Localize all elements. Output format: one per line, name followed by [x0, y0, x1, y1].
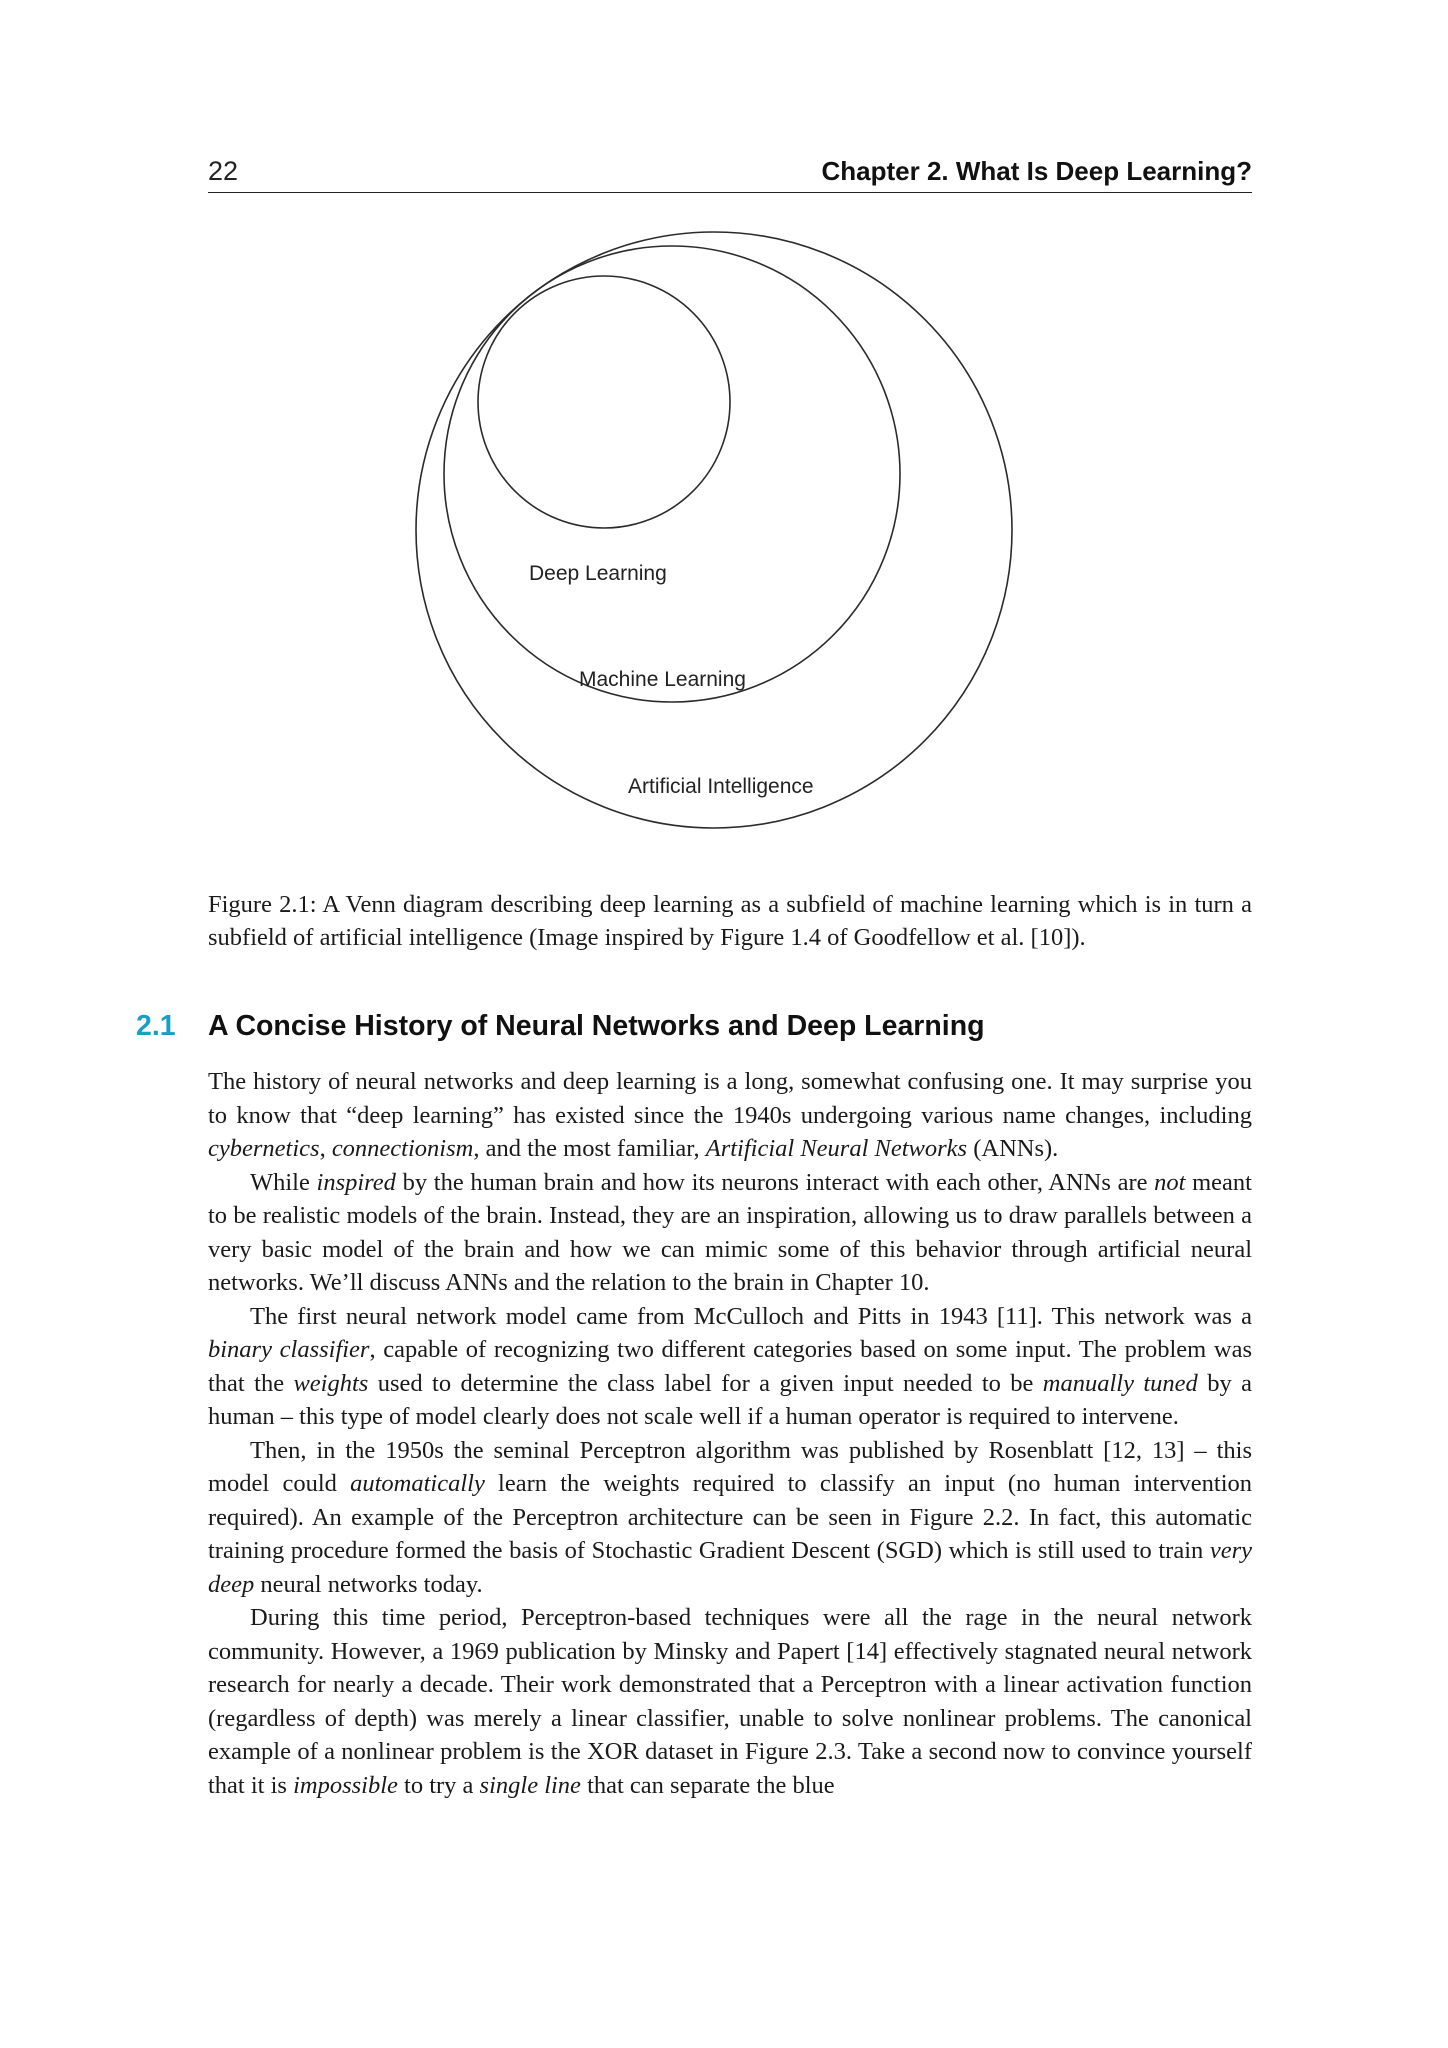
- paragraph: Then, in the 1950s the seminal Perceptron algorithm was published by Rosenblatt [12, 13] – this model could automatically learn the weights required to classify an input (no human intervention required). An example of the Perceptron architecture can be seen in Figure 2.2. In fact, this automatic training procedure formed the basis of Stochastic Gradient Descent (SGD) which is still used to train very deep neural networks today.: [208, 1436, 1252, 1598]
- page-number: 22: [208, 156, 239, 186]
- running-header: [208, 152, 1252, 193]
- paragraph: During this time period, Perceptron-based techniques were all the rage in the neural network community. However, a 1969 publication by Minsky and Papert [14] effectively stagnated neural network research for nearly a decade. Their work demonstrated that a Perceptron with a linear activation function (regardless of depth) was merely a linear classifier, unable to solve nonlinear problems. The canonical example of a nonlinear problem is the XOR dataset in Figure 2.3. Take a second now to convince yourself that it is impossible to try a single line that can separate the blue: [208, 1604, 1252, 1799]
- section-title: A Concise History of Neural Networks and Deep Learning: [208, 1010, 985, 1042]
- body-text: [208, 1065, 1252, 1802]
- venn-diagram: [408, 220, 1020, 840]
- section-heading: [136, 1010, 1256, 1043]
- paragraph: The history of neural networks and deep learning is a long, somewhat confusing one. It may surprise you to know that “deep learning” has existed since the 1940s undergoing various name changes, including cybernetics, connectionism, and the most familiar, Artificial Neural Networks (ANNs).: [208, 1068, 1252, 1162]
- dl-circle: [478, 276, 730, 528]
- ai-circle: [416, 232, 1012, 828]
- artificial-intelligence-label: Artificial Intelligence: [628, 775, 814, 798]
- paragraph: While inspired by the human brain and how its neurons interact with each other, ANNs are not meant to be realistic models of the brain. Instead, they are an inspiration, allowing us to draw parallels between a very basic model of the brain and how we can mimic some of this behavior through artificial neural networks. We’ll discuss ANNs and the relation to the brain in Chapter 10.: [208, 1168, 1252, 1296]
- deep-learning-label: Deep Learning: [529, 562, 667, 585]
- machine-learning-label: Machine Learning: [579, 668, 746, 691]
- figure-caption: Figure 2.1: A Venn diagram describing deep learning as a subfield of machine learning which is in turn a subfield of artificial intelligence (Image inspired by Figure 1.4 of Goodfellow et al. [10]).: [208, 890, 1252, 951]
- section-number: 2.1: [136, 1010, 176, 1042]
- paragraph: The first neural network model came from McCulloch and Pitts in 1943 [11]. This network was a binary classifier, capable of recognizing two different categories based on some input. The problem was that the weights used to determine the class label for a given input needed to be manually tuned by a human – this type of model clearly does not scale well if a human operator is required to intervene.: [208, 1302, 1252, 1430]
- chapter-title: Chapter 2. What Is Deep Learning?: [821, 156, 1252, 186]
